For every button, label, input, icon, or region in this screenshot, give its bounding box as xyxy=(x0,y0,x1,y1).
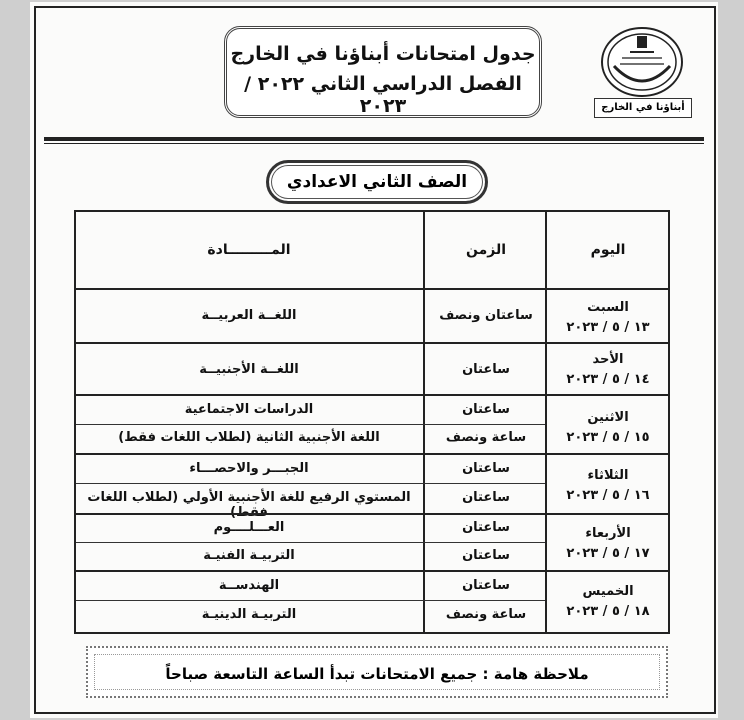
day-name: الأحد xyxy=(592,352,624,367)
day-date: ١٣ / ٥ / ٢٠٢٣ xyxy=(566,320,650,335)
duration-cell: ساعة ونصف xyxy=(445,607,527,622)
duration-cell: ساعتان xyxy=(462,461,510,476)
header-day: اليوم xyxy=(590,242,626,258)
day-name: السبت xyxy=(587,300,629,315)
subject-cell: اللغة الأجنبية الثانية (لطلاب اللغات فقط) xyxy=(118,430,380,445)
day-date: ١٤ / ٥ / ٢٠٢٣ xyxy=(566,372,650,387)
subject-cell: الدراسات الاجتماعية xyxy=(184,402,314,417)
row-divider xyxy=(74,453,670,455)
header-subject: المـــــــــادة xyxy=(207,242,291,258)
header-divider-thin xyxy=(44,143,704,144)
subject-cell: التربيـة الدينيـة xyxy=(201,607,297,622)
duration-cell: ساعتان xyxy=(462,490,510,505)
day-date: ١٥ / ٥ / ٢٠٢٣ xyxy=(566,430,650,445)
day-date: ١٨ / ٥ / ٢٠٢٣ xyxy=(566,604,650,619)
day-name: الأربعاء xyxy=(585,526,631,541)
sub-row-divider xyxy=(76,542,545,543)
grade-label: الصف الثاني الاعدادي xyxy=(266,160,488,204)
duration-cell: ساعتان xyxy=(462,402,510,417)
header-duration: الزمن xyxy=(465,242,507,258)
table-row-day xyxy=(548,466,668,506)
note-box xyxy=(86,646,668,698)
table-row-day xyxy=(548,350,668,390)
row-divider xyxy=(74,342,670,344)
subject-cell: التربيـة الفنيـة xyxy=(203,548,295,563)
subject-cell: المستوي الرفيع للغة الأجنبية الأولي (لطلاب اللغات xyxy=(87,490,411,505)
sub-row-divider xyxy=(76,424,545,425)
row-divider xyxy=(74,570,670,572)
page-title: جدول امتحانات أبناؤنا في الخارج xyxy=(230,43,536,65)
header-row-divider xyxy=(74,288,670,290)
day-date: ١٦ / ٥ / ٢٠٢٣ xyxy=(566,488,650,503)
row-divider xyxy=(74,513,670,515)
ministry-logo-icon xyxy=(600,26,684,98)
sub-row-divider xyxy=(76,483,545,484)
day-date: ١٧ / ٥ / ٢٠٢٣ xyxy=(566,546,650,561)
logo-caption: أبناؤنا في الخارج xyxy=(594,98,692,118)
day-name: الاثنين xyxy=(587,410,629,425)
duration-cell: ساعتان ونصف xyxy=(439,308,533,323)
duration-cell: ساعتان xyxy=(462,520,510,535)
header-divider xyxy=(44,137,704,141)
duration-cell: ساعتان xyxy=(462,548,510,563)
duration-cell: ساعتان xyxy=(462,578,510,593)
subject-cell: الهندســة xyxy=(218,578,280,593)
subject-cell: اللغــة الأجنبيــة xyxy=(199,362,299,377)
duration-cell: ساعتان xyxy=(462,362,510,377)
duration-cell: ساعة ونصف xyxy=(445,430,527,445)
subject-cell: العـــلــــوم xyxy=(213,520,285,535)
title-box xyxy=(224,26,542,118)
table-row-day xyxy=(548,582,668,622)
row-divider xyxy=(74,394,670,396)
important-note: ملاحظة هامة : جميع الامتحانات تبدأ الساعة التاسعة صباحاً xyxy=(94,654,660,690)
subject-cell: الجبـــر والاحصـــاء xyxy=(189,461,309,476)
day-name: الثلاثاء xyxy=(587,468,629,483)
subject-cell: اللغــة العربيــة xyxy=(201,308,297,323)
day-name: الخميس xyxy=(582,584,634,599)
sub-row-divider xyxy=(76,600,545,601)
table-row-day xyxy=(548,408,668,448)
page-subtitle: الفصل الدراسي الثاني ٢٠٢٢ / ٢٠٢٣ xyxy=(244,73,522,117)
table-row-day xyxy=(548,524,668,564)
table-row-day xyxy=(548,298,668,338)
